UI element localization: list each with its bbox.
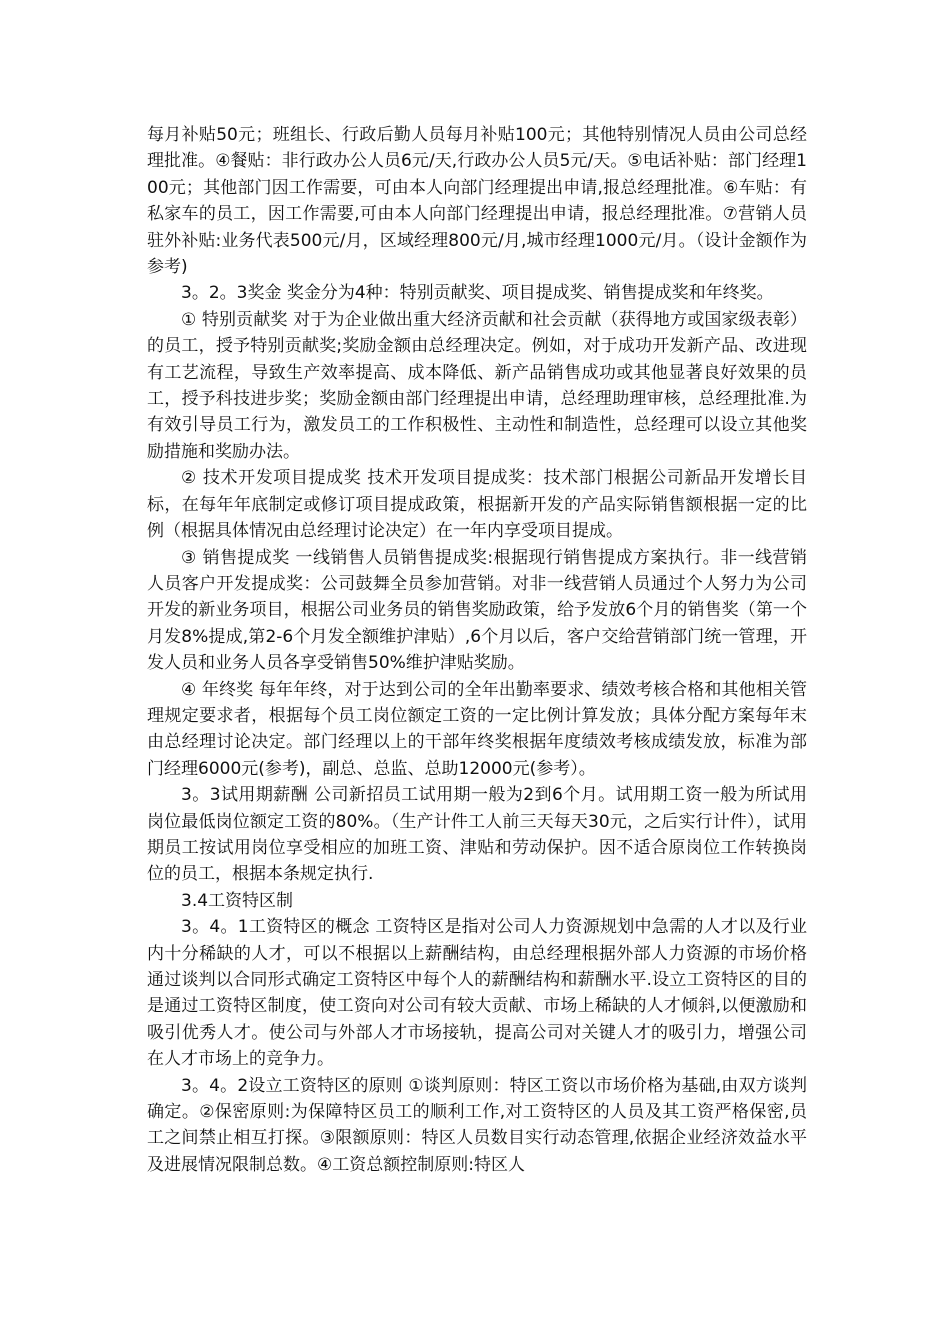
paragraph-special-contribution-award: ① 特别贡献奖 对于为企业做出重大经济贡献和社会贡献（获得地方或国家级表彰）的员工，授予特别贡献奖;奖励金额由总经理决定。例如，对于成功开发新产品、改进现有工艺流程，导致生产效率提高、成本降低、新产品销售成功或其他显著良好效果的员工，授予科技进步奖；奖励金额由部门经理提出申请，总经理助理审核，总经理批准.为有效引导员工行为，激发员工的工作积极性、主动性和制造性，总经理可以设立其他奖励措施和奖励办法。 [147,309,807,462]
paragraph-salary-zone-concept: 3。4。1工资特区的概念 工资特区是指对公司人力资源规划中急需的人才以及行业内十分稀缺的人才，可以不根据以上薪酬结构，由总经理根据外部人力资源的市场价格通过谈判以合同形式确定工资特区中每个人的薪酬结构和薪酬水平.设立工资特区的目的是通过工资特区制度，使工资向对公司有较大贡献、市场上稀缺的人才倾斜,以便激励和吸引优秀人才。使公司与外部人才市场接轨，提高公司对关键人才的吸引力，增强公司在人才市场上的竞争力。 [147,917,807,1070]
paragraph-probation-salary: 3。3试用期薪酬 公司新招员工试用期一般为2到6个月。试用期工资一般为所试用岗位最低岗位额定工资的80%。（生产计件工人前三天每天30元，之后实行计件），试用期员工按试用岗位享受相应的加班工资、津贴和劳动保护。因不适合原岗位工作转换岗位的员工，根据本条规定执行. [147,785,807,885]
section-heading-salary-zone: 3.4工资特区制 [181,890,294,911]
paragraph-year-end-bonus: ④ 年终奖 每年年终，对于达到公司的全年出勤率要求、绩效考核合格和其他相关管理规定要求者，根据每个员工岗位额定工资的一定比例计算发放；具体分配方案每年末由总经理讨论决定。部门经理以上的干部年终奖根据年度绩效考核成绩发放，标准为部门经理6000元(参考)，副总、总监、总助12000元(参考）。 [147,679,807,779]
paragraph-sales-commission: ③ 销售提成奖 一线销售人员销售提成奖:根据现行销售提成方案执行。非一线营销人员客户开发提成奖：公司鼓舞全员参加营销。对非一线营销人员通过个人努力为公司开发的新业务项目，根据公司业务员的销售奖励政策，给予发放6个月的销售奖（第一个月发8%提成,第2-6个月发全额维护津贴）,6个月以后，客户交给营销部门统一管理，开发人员和业务人员各享受销售50%维护津贴奖励。 [147,547,807,674]
paragraph-bonus-types: 3。2。3奖金 奖金分为4种：特别贡献奖、项目提成奖、销售提成奖和年终奖。 [181,283,774,304]
paragraph-allowance-continued: 每月补贴50元；班组长、行政后勤人员每月补贴100元；其他特别情况人员由公司总经理批准。④餐贴：非行政办公人员6元/天,行政办公人员5元/天。⑤电话补贴：部门经理100元；其他部门因工作需要，可由本人向部门经理提出申请,报总经理批准。⑥车贴：有私家车的员工，因工作需要,可由本人向部门经理提出申请，报总经理批准。⑦营销人员驻外补贴:业务代表500元/月，区域经理800元/月,城市经理1000元/月。（设计金额作为参考) [147,125,807,278]
paragraph-tech-project-commission: ② 技术开发项目提成奖 技术开发项目提成奖：技术部门根据公司新品开发增长目标，在每年年底制定或修订项目提成政策，根据新开发的产品实际销售额根据一定的比例（根据具体情况由总经理讨论决定）在一年内享受项目提成。 [147,468,807,542]
paragraph-salary-zone-principles: 3。4。2设立工资特区的原则 ①谈判原则：特区工资以市场价格为基础,由双方谈判确定。②保密原则:为保障特区员工的顺利工作,对工资特区的人员及其工资严格保密,员工之间禁止相互打探。③限额原则：特区人员数目实行动态管理,依据企业经济效益水平及进展情况限制总数。④工资总额控制原则:特区人 [147,1075,807,1175]
document-page [147,122,807,1178]
